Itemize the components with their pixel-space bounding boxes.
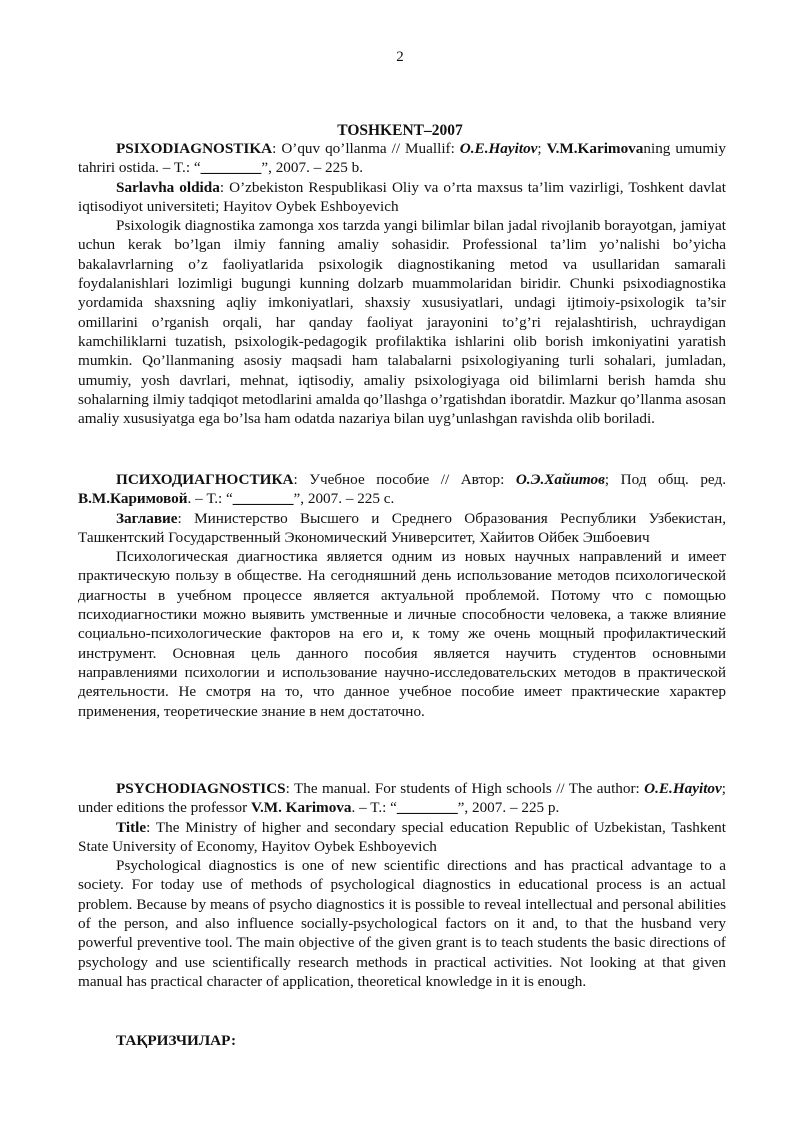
- reviewers-section: [78, 1031, 726, 1050]
- en-author: O.E.Hayitov: [644, 780, 722, 797]
- uz-editor: V.M.Karimova: [546, 140, 644, 157]
- en-publisher-blank: ________: [396, 799, 458, 817]
- page-number: 2: [396, 49, 404, 65]
- ru-abstract: Психологическая диагностика является одним из новых научных направлений и имеет практическую пользу в обществе. На сегодняшний день использование методов психологической диагносты в учебном процессе является актуальной проблемой. Потому что с помощью психодиагностики можно выявить умственные и личные способности человека, а также влияние социально-психологические факторов на его и, к тому же очень мощный профилактический инструмент. Основная цель данного пособия является научить студентов основными направлениями психологии и использование научно-исследовательских методов в практической деятельности. Не смотря на то, что данное учебное пособие имеет практические характер применения, теоретические знание в нем достаточно.: [78, 548, 726, 720]
- uz-title-page-info: Sarlavha oldida: O’zbekiston Respublikasi Oliy va o’rta maxsus ta’lim vazirligi, Toshkent davlat iqtisodiyot universiteti; Hayitov Oybek Eshboyevich: [78, 178, 726, 215]
- en-title-page-info: Title: The Ministry of higher and secondary special education Republic of Uzbekistan, Tashkent State University of Economy, Hayitov Oybek Eshboyevich: [78, 818, 726, 855]
- en-title-label: Title: [116, 818, 147, 836]
- en-abstract: Psychological diagnostics is one of new scientific directions and has practical advantage to a society. For today use of methods of psychological diagnostics in educational process is an actual problem. Because by means of psycho diagnostics it is possible to reveal intellectual and personal abilities of the person, and also influence socially-psychological factors on it and, to that the husband very powerful preventive tool. The main objective of the given grant is to teach students the basic directions of psychology and use scientifically research methods in practical activities. Not looking at that given manual has practical character of application, theoretical knowledge in it is enough.: [78, 857, 726, 990]
- ru-book-title: ПСИХОДИАГНОСТИКА: [116, 471, 294, 488]
- uz-title-label: Sarlavha oldida: [116, 178, 220, 196]
- english-annotation: [78, 779, 726, 991]
- en-book-title: PSYCHODIAGNOSTICS: [116, 780, 286, 797]
- ru-author: О.Э.Хайитов: [515, 471, 605, 488]
- uz-author: O.E.Hayitov: [459, 140, 538, 157]
- uz-book-title: PSIXODIAGNOSTIKA: [116, 140, 273, 157]
- ru-editor: В.М.Каримовой: [78, 490, 188, 508]
- ru-title-page-info: Заглавие: Министерство Высшего и Среднего Образования Республики Узбекистан, Ташкентский Государственный Экономический Университет, Хайитов Ойбек Эшбоевич: [78, 509, 726, 546]
- uz-publisher-blank: ________: [200, 159, 262, 177]
- uz-bibliographic-entry: PSIXODIAGNOSTIKA: O’quv qo’llanma // Muallif: O.E.Hayitov; V.M.Karimovaning umumiy tahriri ostida. – T.: “________”, 2007. – 225 b.: [78, 140, 726, 177]
- reviewers-heading: ТАҚРИЗЧИЛАР:: [116, 1032, 237, 1049]
- ru-bibliographic-entry: ПСИХОДИАГНОСТИКА: Учебное пособие // Автор: О.Э.Хайитов; Под общ. ред. В.М.Каримовой. – Т.: “________”, 2007. – 225 с.: [78, 471, 726, 508]
- city-year-heading: TOSHKENT–2007: [337, 122, 463, 139]
- uzbek-annotation: [78, 139, 726, 428]
- russian-annotation: [78, 470, 726, 721]
- ru-title-label: Заглавие: [116, 509, 178, 527]
- en-editor: V.M. Karimova: [250, 799, 352, 817]
- uz-abstract: Psixologik diagnostika zamonga xos tarzda yangi bilimlar bilan jadal rivojlanib borayotgan, jamiyat uchun kerak bo’lgan ilmiy fanning amaliy sohasidir. Professional ta’lim yo’nalishi bo’yicha bakalavrlarning o’z faoliyatlarida psixologik diagnostikaning metod va usullaridan samarali foydalanishlari lozimligi bugungi kunning dolzarb muammolaridan biridir. Chunki psixodiagnostika yordamida shaxsning aqliy imkoniyatlari, shaxsiy xususiyatlari, undagi ijtimoiy-psixologik ta’sir omillarini o’rganish orqali, har qanday faoliyat jarayonini to’g’ri rejalashtirish, uchraydigan kamchiliklarni tuzatish, psixologik-pedagogik profilaktika ishlarini olib borish imkoniyatini yaratish mumkin. Qo’llanmaning asosiy maqsadi ham talabalarni psixologiyaning turli sohalari, jumladan, umumiy, yosh davrlari, mehnat, iqtisodiy, amaliy psixologiyaga oid bilimlarni berish hamda shu sohalarning ilmiy tadqiqot metodlarini amalda qo’llashga o’rgatishdan iboratdir. Mazkur qo’llanma asosan amaliy xususiyatga ega bo’lsa ham odatda nazariya bilan uyg’unlashgan ravishda olib boriladi.: [78, 217, 726, 428]
- ru-publisher-blank: ________: [232, 490, 294, 508]
- en-bibliographic-entry: PSYCHODIAGNOSTICS: The manual. For students of High schools // The author: O.E.Hayitov; under editions the professor V.M. Karimova. – T.: “________”, 2007. – 225 p.: [78, 780, 726, 817]
